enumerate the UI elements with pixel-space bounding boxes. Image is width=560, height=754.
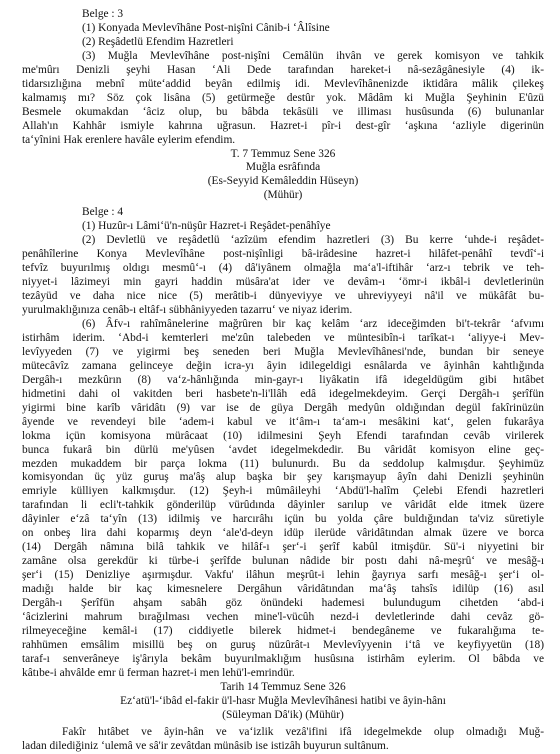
- text-line: ta‘yînini Hak erenlere havâle eylerim efendim.: [22, 133, 236, 146]
- text-line: me'mûrı Denizli şeyhi Hasan ‘Ali Dede tarafından hareket-i nâ-sezâgânesiyle (4) ik-: [22, 63, 544, 76]
- text-line: taraf-ı senverâneye iş'ârıyla bekâm buyurılmaklığım husûsına istirhâm eylerim. Ol bâbda ve: [22, 652, 544, 665]
- text-line: tarafından li ecli't-tahkik gönderilüp vürûdında dâyinler sarılup ve vâridât elde itmek üzere: [22, 499, 544, 512]
- text-line: zamâne olsa gerekdür ki türbe-i şerîfde bulunan nâdide bir postı dahi nâ-meşrû‘ ve mesâğ-ı: [22, 555, 544, 568]
- text-line: yigirmi bine karîb vâridâtı (9) var ise de güya Dergâh medyûn oldığından degül fakîrinüzün: [22, 401, 544, 414]
- text-line: on onbeş lira dahi koparmış deyn ‘ale'd-deyn idüp ilerüde vâridâtından almak üzere ve borca: [22, 527, 544, 540]
- belge3-salutation: (2) Reşâdetlü Efendim Hazretleri: [82, 35, 234, 48]
- text-line: penâhîlerine Konya Mevlevîhâne post-nişînligi bâ-irâdesine hazret-i hilâfet-penâhî tevdî‘-i: [22, 248, 544, 261]
- text-line: kâtıbe-i ahvâlde emr ü ferman hazret-i men lehü'l-emrindür.: [22, 666, 295, 679]
- text-line: komisyondan üç yüz guruş ma'âş alup başka bir şey karışmayup âyîn dahi Denizli şeyhinün: [22, 471, 544, 484]
- text-line: Dergâh-ı Şerîfün ahşam sabâh göz önündeki hademesi bulundugum cihetden ‘abd-i: [22, 597, 544, 610]
- text-line: tefvîz buyurılmış oldıgı mesmû‘-ı (4) dâ'iyânem olmağla ma‘a'l-iftihâr ‘arz-ı tebrik ve teh-: [22, 262, 544, 275]
- text-line: (2) Devletlü ve reşâdetlü ‘azîzüm efendim hazretleri (3) Bu kerre ‘uhde-i reşâdet-: [82, 234, 544, 247]
- text-line: levîyyeden (7) ve yigirmi beş seneden beri Muğla Mevlevîhânesi'nde, bundan bir seneye: [22, 345, 544, 358]
- text-line: ladan dilediğiniz ‘ulemâ ve sâ'ir zevâtdan münâsib ise istizâh buyurun sultânum.: [22, 739, 389, 752]
- text-line: tidarsızlığına mebnî müte‘addid beyân edilmiş idi. Mevlevîhânenizde iktidâra mâlik çilekeş: [22, 77, 544, 90]
- signature-name: (Süleyman Dâ'ik) (Mühür): [222, 708, 344, 721]
- text-line: kalmamış mı? Söz çok lisâna (5) getürmeğe destûr yok. Mâdâm ki Muğla Şeyhinin E'ûzü: [22, 91, 544, 104]
- belge3-signature: [22, 148, 544, 204]
- text-line: hidmetini dahi ol vakitden beri hasbete'n-li'llâh edâ idegelmekdeyim. Gerçi Dergâh-ı şerîfün: [22, 387, 544, 400]
- text-line: istirhâm iderim. ‘Abd-i kemterleri me'zûn talebeden ve müntesibîn-i tarîkat-ı ‘aliyye-i Mev-: [22, 331, 544, 344]
- text-line: Dergâh-ı mezkûrın (8) va‘z-hânlığında min-gayr-ı liyâkatin ifâ idegeldügüm gibi hıtâbet: [22, 373, 544, 386]
- text-line: bunca fukarâ bin dürlü me'yûsen ‘avdet idegelmekdedir. Bu vâridât komisyon eline geç-: [22, 443, 544, 456]
- text-line: niyyet-i lâzimeyi min gayri haddin müsâra'at ider ve devâm-ı ‘ömr-i ikbâl-i devletlerinün: [22, 276, 544, 289]
- belge3-address: (1) Konyada Mevlevîhâne Post-nişîni Cânib-i ‘Âlîsine: [82, 21, 330, 34]
- text-line: Allah'ın Kahhâr ismiyle kahrına uğrasun. Hazret-i pîr-i dest-gîr ‘aşkına ‘azliyle digerinün: [22, 119, 544, 132]
- text-line: mezden mukaddem bir parça lokma (11) bulunurdı. Bu da seddolup kalmışdur. Şeyhimüz: [22, 457, 544, 470]
- signature-title: Ez‘atü'l-‘ibâd el-fakir ü'l-hasr Muğla Mevlevîhânesi hatibi ve âyin-hânı: [120, 694, 446, 707]
- text-line: (3) Muğla Mevlevîhâne post-nişîni Cemâlün ihvân ve gerek komisyon ve tahkik: [82, 49, 544, 62]
- text-line: (6) Âfv-ı rahîmânelerine mağrûren bir kaç kelâm ‘arz ideceğimden bi't-tekrâr ‘afvımı: [82, 317, 544, 330]
- text-line: şer‘i (15) Denizliye aşırmışdur. Vakfu' ilâhun meşrût-i lehin ğayrıya sarfı mesâğ-ı şer‘i ol-: [22, 569, 544, 582]
- text-line: Besmele okumakdan ‘âciz olup, bu bâbda tekâsüli ve illiması husûsunda (6) bulunanlar: [22, 105, 544, 118]
- belge4-address: (1) Huzûr-ı Lâmi‘ü'n-nüşûr Hazret-i Reşâdet-penâhîye: [82, 220, 331, 233]
- footer-note: [22, 726, 544, 754]
- text-line: (14) Dergâh nâmına bilâ tahkik ve hilâf-ı şer‘-i şerîf kabûl itmişdür. Sü'-i niyyetini bir: [22, 541, 544, 554]
- text-line: madığı halde bir kaç kimesnelere Dergâhun vâridâtından ma‘âş tahsîs idilüp (16) asıl: [22, 583, 544, 596]
- text-line: emriyle külliyen kalkmışdur. (12) Şeyh-i mûmâileyhi ‘Abdü'l-halîm Çelebi Efendi hazretleri: [22, 485, 544, 498]
- signature-name: (Es-Seyyid Kemâleddin Hüseyn): [207, 175, 359, 188]
- belge4-signature: [22, 681, 544, 723]
- belge4-body-2: [22, 318, 544, 681]
- signature-seal: (Mühür): [263, 189, 303, 202]
- text-line: rahhümen emsâlim misillü beş on guruş nüzûrât-ı Mevlevîyyenin i‘tâ ve keyfiyyetün (18): [22, 638, 544, 651]
- belge4-heading: Belge : 4: [82, 206, 124, 219]
- text-line: lokma içün komisyona mürâcaat (10) idilmesini Şeyh Efendi tarafından cevâb virilerek: [22, 429, 544, 442]
- text-line: âyende ve revendeyi bile ‘adem-i kabul ve it‘âm-ı ta‘am-ı mesâkini kat‘, gelen fukarâya: [22, 415, 544, 428]
- belge3-heading: Belge : 3: [82, 8, 124, 20]
- signature-line: Muğla esrâfında: [245, 161, 321, 174]
- text-line: Fakîr hıtâbet ve âyin-hân ve va‘izlik vezâ'ifini ifâ idegelmekde olup olmadığı Muğ-: [62, 725, 544, 738]
- signature-date: Tarih 14 Temmuz Sene 326: [220, 680, 346, 693]
- text-line: ‘âcizlerini mahrum bırağılması vechen mine'l-vücûh nezd-i devletlerinde dahi cevâz gö-: [22, 610, 544, 623]
- text-line: tezâyüd ve daha nice nice (5) merâtib-i dünyeviyye ve uhreviyyeyi nâ'il ve mükâfât bu-: [22, 290, 544, 303]
- text-line: dâyinler e‘zâ ta‘yîn (13) idilmiş ve harcırâhı içün bu yolda çâre buldığından ta'viz süretiyle: [22, 513, 544, 526]
- belge4-body-1: [22, 234, 544, 318]
- text-line: mütecâvîz zamana gelinceye değin icra-yı âyin idilegeldigi esnâlarda ve âyinhân kahtlığında: [22, 359, 544, 372]
- text-line: rilmeyeceğine kemâl-i (17) ciddiyetle bilerek hidmet-i bendegâneme ve fukaralığıma te-: [22, 624, 544, 637]
- text-line: yurulmaklığınıza cenâb-ı eltâf-ı sübhâniyyeden tazarru‘ ve niyaz iderim.: [22, 304, 353, 317]
- belge3-body: [22, 50, 544, 148]
- signature-date: T. 7 Temmuz Sene 326: [230, 147, 336, 160]
